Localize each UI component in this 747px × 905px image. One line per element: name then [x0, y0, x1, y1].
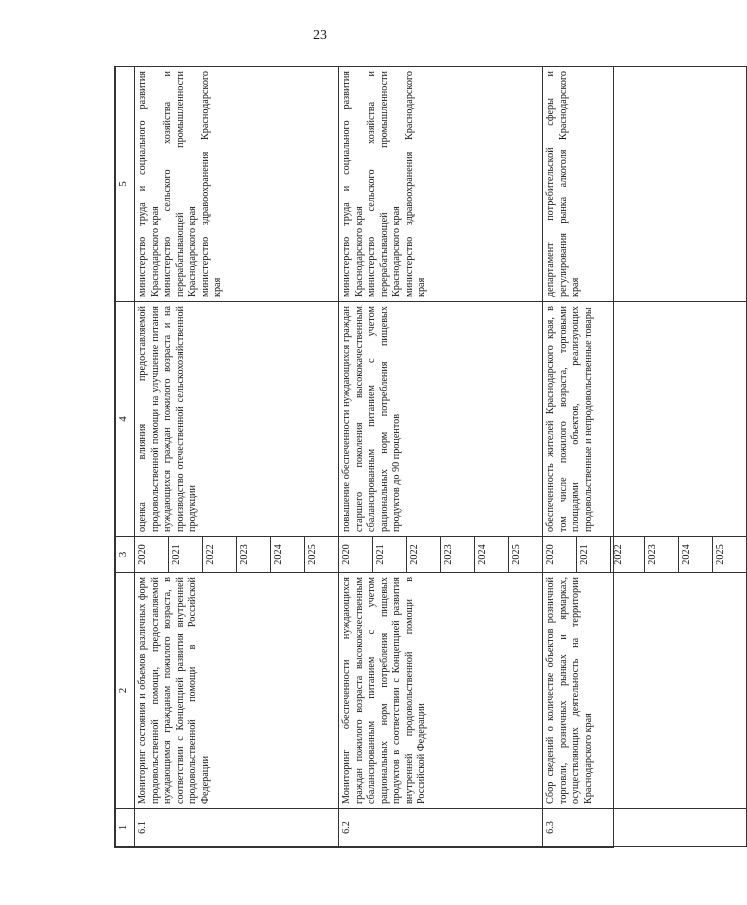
row-indicator: обеспеченность жителей Краснодарского края, в том числе пожилого возраста, торговыми площадями объектов, реализующих продовольственные и непродовольственные товары — [543, 302, 747, 537]
executor: министерство здравоохранения Краснодарского края — [403, 71, 428, 297]
row-year: 2021 — [169, 537, 203, 573]
row-year: 2023 — [441, 537, 475, 573]
row-year: 2024 — [271, 537, 305, 573]
row-executors — [543, 67, 747, 302]
table-row — [543, 67, 577, 847]
executor: министерство труда и социального развития Краснодарского края — [341, 71, 365, 297]
table-row — [135, 67, 169, 847]
row-description: Мониторинг обеспеченности нуждающихся граждан пожилого возраста высококачественным сбалансированным питанием с учетом рациональных норм потребления пищевых продуктов в соответствии с Концепцией развития внутренней продовольственной помощи в Российской Федерации — [339, 573, 543, 809]
page-number: 23 — [313, 28, 327, 43]
row-year: 2025 — [305, 537, 339, 573]
measures-table — [115, 66, 747, 847]
row-year: 2024 — [679, 537, 713, 573]
row-number: 6.1 — [135, 809, 339, 847]
executor: министерство здравоохранения Краснодарского края — [199, 71, 224, 297]
measures-table-frame — [114, 66, 726, 848]
row-year: 2023 — [237, 537, 271, 573]
measures-table-rotated — [115, 67, 726, 847]
table-header-row — [116, 67, 135, 847]
executor: министерство сельского хозяйства и перерабатывающей промышленности Краснодарского края — [366, 71, 403, 297]
header-col-4: 4 — [116, 302, 135, 537]
row-year: 2025 — [509, 537, 543, 573]
row-year: 2022 — [611, 537, 645, 573]
row-description: Сбор сведений о количестве объектов розничной торговли, розничных рынках и ярмарках, осуществляющих деятельность на территории Краснодарского края — [543, 573, 747, 809]
row-year: 2020 — [339, 537, 373, 573]
row-description: Мониторинг состояния и объемов различных форм продовольственной помощи, предоставляемой нуждающимся гражданам пожилого возраста, в соответствии с Концепцией развития внутренней продовольственной помощи в Российской Федерации — [135, 573, 339, 809]
row-year: 2020 — [135, 537, 169, 573]
row-executors — [339, 67, 543, 302]
row-indicator: повышение обеспеченности нуждающихся граждан старшего поколения высококачественным сбалансированным питанием с учетом рациональных норм потребления пищевых продуктов до 90 процентов — [339, 302, 543, 537]
row-year: 2021 — [373, 537, 407, 573]
row-executors — [135, 67, 339, 302]
row-year: 2024 — [475, 537, 509, 573]
row-year: 2021 — [577, 537, 611, 573]
executor: департамент потребительской сферы и регулирования рынка алкоголя Краснодарского края — [545, 71, 582, 297]
row-year: 2022 — [407, 537, 441, 573]
row-number: 6.2 — [339, 809, 543, 847]
header-col-3: 3 — [116, 537, 135, 573]
header-col-5: 5 — [116, 67, 135, 302]
header-col-2: 2 — [116, 573, 135, 809]
row-year: 2020 — [543, 537, 577, 573]
executor: министерство труда и социального развития Краснодарского края — [137, 71, 161, 297]
row-year: 2023 — [645, 537, 679, 573]
row-indicator: оценка влияния предоставляемой продовольственной помощи на улучшение питания нуждающихся граждан пожилого возраста и на производство отечественной сельскохозяйственной продукции — [135, 302, 339, 537]
row-number: 6.3 — [543, 809, 747, 847]
executor: министерство сельского хозяйства и перерабатывающей промышленности Краснодарского края — [162, 71, 199, 297]
header-col-1: 1 — [116, 809, 135, 847]
table-row — [339, 67, 373, 847]
row-year: 2025 — [713, 537, 747, 573]
row-year: 2022 — [203, 537, 237, 573]
